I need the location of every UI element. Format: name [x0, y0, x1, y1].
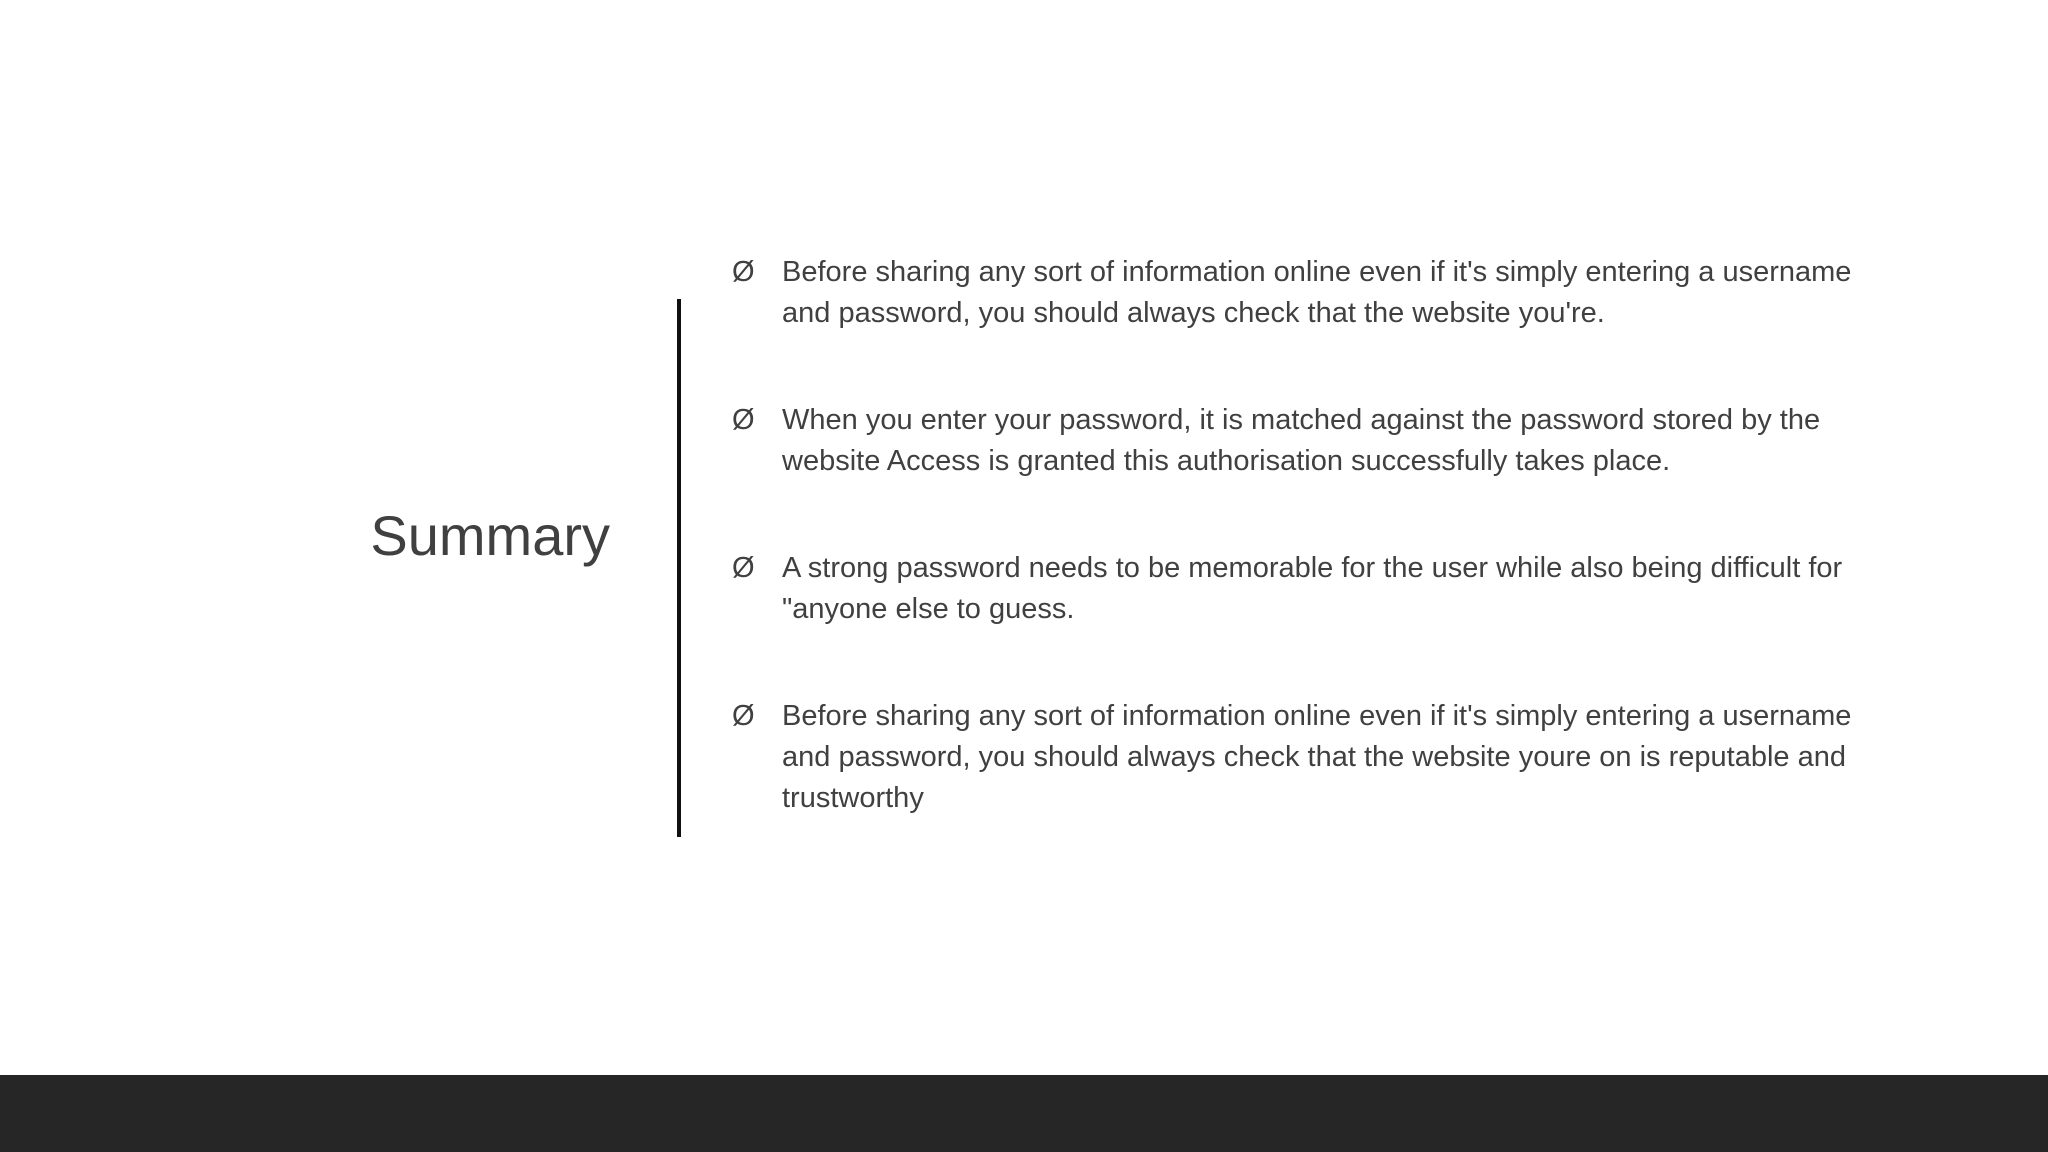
bullet-glyph-icon: Ø	[732, 404, 755, 436]
bullet-list	[730, 252, 1880, 885]
bullet-text: Before sharing any sort of information online even if it's simply entering a username and password, you should always check that the website you're.	[782, 256, 1852, 329]
bullet-glyph-icon: Ø	[732, 552, 755, 584]
footer-bar	[0, 1075, 2048, 1152]
bullet-glyph-icon: Ø	[732, 700, 755, 732]
bullet-text: Before sharing any sort of information online even if it's simply entering a username and password, you should always check that the website youre on is reputable and trustworthy	[782, 700, 1852, 814]
bullet-text: When you enter your password, it is matched against the password stored by the website Access is granted this authorisation successfully takes place.	[782, 404, 1821, 477]
bullet-item	[730, 548, 1880, 630]
bullet-item	[730, 696, 1880, 819]
bullet-item	[730, 400, 1880, 482]
bullet-glyph-icon: Ø	[732, 256, 755, 288]
bullet-item	[730, 252, 1880, 334]
slide-title: Summary	[370, 504, 610, 567]
vertical-divider	[677, 299, 681, 837]
bullet-text: A strong password needs to be memorable for the user while also being difficult for "anyone else to guess.	[782, 552, 1843, 625]
